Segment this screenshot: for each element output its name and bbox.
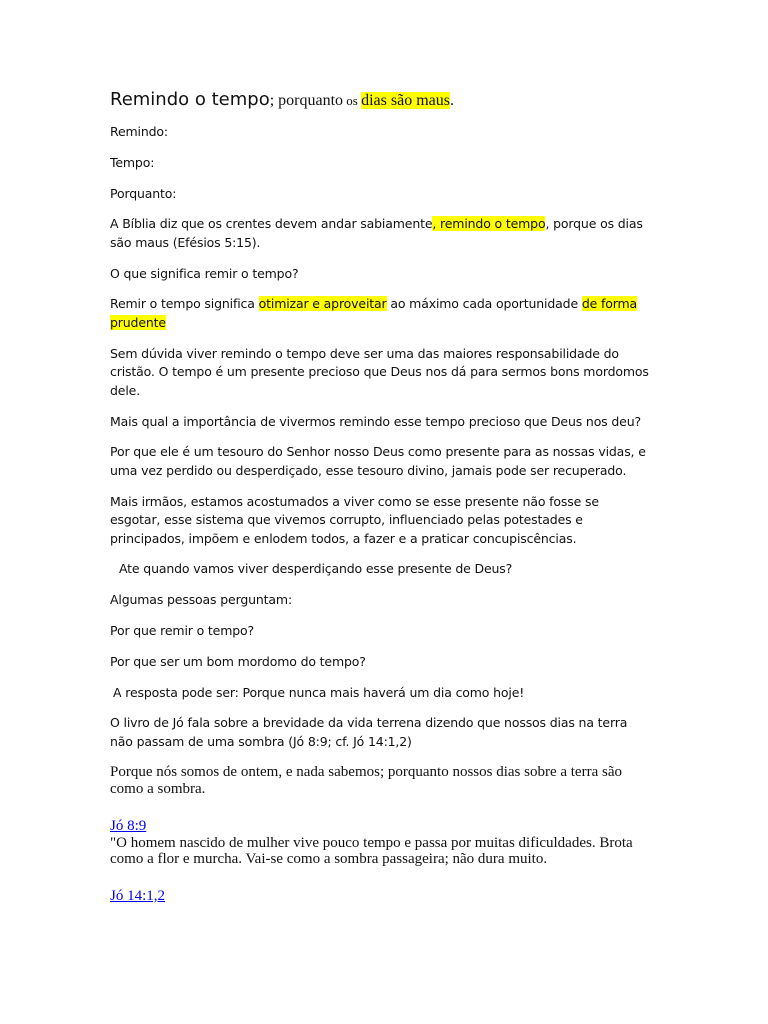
title-separator: ; porquanto bbox=[269, 92, 344, 109]
paragraph-porque-remir: Por que remir o tempo? bbox=[110, 623, 254, 639]
document-title bbox=[110, 86, 650, 115]
biblia-text-b: , porque os dias são maus (Efésios 5:15). bbox=[110, 216, 643, 250]
paragraph-irmaos: Mais irmãos, estamos acostumados a viver como se esse presente não fosse se esgotar, esse sistema que vivemos corrupto, influenciado pelas potestades e principados, impõem e enlodem todos, a fazer e a praticar concupiscências. bbox=[110, 493, 599, 546]
paragraph-algumas-pessoas: Algumas pessoas perguntam: bbox=[110, 592, 293, 608]
link-jo-14-1-2[interactable]: Jó 14:1,2 bbox=[110, 887, 166, 904]
title-os: os bbox=[343, 93, 362, 108]
remir-text-a: Remir o tempo significa bbox=[110, 296, 259, 312]
title-end: . bbox=[449, 92, 454, 109]
paragraph-porquanto: Porquanto: bbox=[110, 185, 177, 201]
paragraph-importancia: Mais qual a importância de vivermos remindo esse tempo precioso que Deus nos deu? bbox=[110, 413, 641, 429]
paragraph-remindo: Remindo: bbox=[110, 124, 168, 139]
paragraph-biblia bbox=[110, 215, 650, 252]
title-highlight: dias são maus bbox=[361, 92, 450, 109]
title-main: Remindo o tempo bbox=[110, 89, 270, 110]
verse-jo-8-9: Porque nós somos de ontem, e nada sabemos; porquanto nossos dias sobre a terra são como a sombra. bbox=[110, 763, 622, 797]
paragraph-remir-significa bbox=[110, 295, 650, 332]
paragraph-tesouro: Por que ele é um tesouro do Senhor nosso Deus como presente para as nossas vidas, e uma vez perdido ou desperdiçado, esse tesouro divino, jamais pode ser recuperado. bbox=[110, 444, 646, 478]
verse-jo-14-1-2: "O homem nascido de mulher vive pouco tempo e passa por muitas dificuldades. Brota como a flor e murcha. Vai-se como a sombra passageira; não dura muito. bbox=[110, 834, 633, 868]
paragraph-tempo: Tempo: bbox=[110, 154, 155, 170]
document-page bbox=[110, 86, 650, 905]
biblia-text-a: A Bíblia diz que os crentes devem andar sabiamente bbox=[110, 216, 433, 232]
biblia-highlight: , remindo o tempo bbox=[432, 216, 546, 232]
paragraph-porque-mordomo: Por que ser um bom mordomo do tempo? bbox=[110, 653, 366, 669]
paragraph-ate-quando: Ate quando vamos viver desperdiçando esse presente de Deus? bbox=[119, 561, 513, 577]
remir-text-b: ao máximo cada oportunidade bbox=[386, 296, 582, 312]
paragraph-question-remir: O que significa remir o tempo? bbox=[110, 265, 299, 281]
link-jo-8-9[interactable]: Jó 8:9 bbox=[110, 817, 147, 834]
paragraph-resposta: A resposta pode ser: Porque nunca mais haverá um dia como hoje! bbox=[113, 684, 525, 700]
paragraph-livro-jo: O livro de Jó fala sobre a brevidade da vida terrena dizendo que nossos dias na terra não passam de uma sombra (Jó 8:9; cf. Jó 14:1,2) bbox=[110, 715, 628, 749]
remir-highlight-1: otimizar e aproveitar bbox=[258, 296, 387, 312]
remir-highlight-2: de forma prudente bbox=[110, 296, 638, 330]
paragraph-sem-duvida: Sem dúvida viver remindo o tempo deve ser uma das maiores responsabilidade do cristão. O tempo é um presente precioso que Deus nos dá para sermos bons mordomos dele. bbox=[110, 345, 649, 398]
